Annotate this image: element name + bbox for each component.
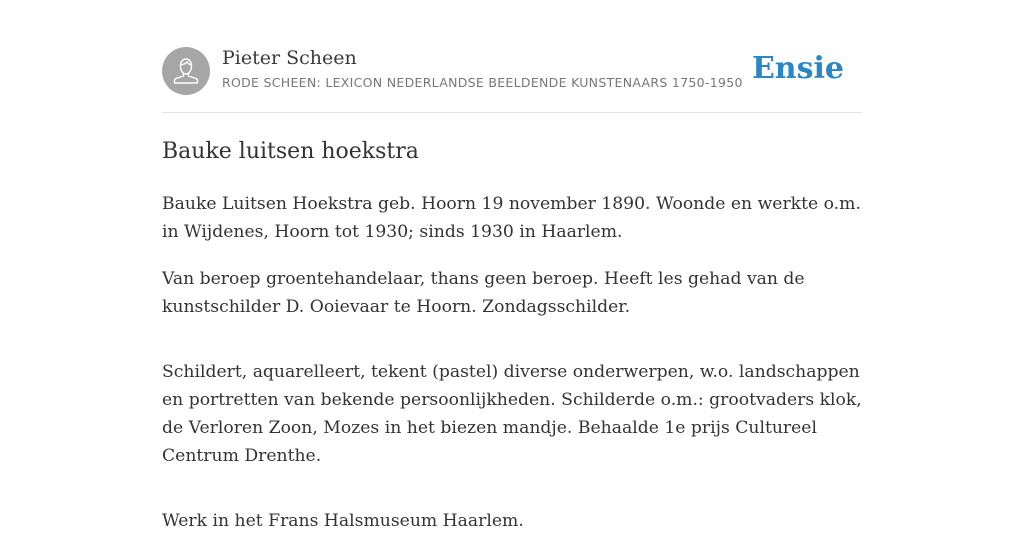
article-paragraph: Schildert, aquarelleert, tekent (pastel) diverse onderwerpen, w.o. landschappen en portretten van bekende persoonlijkheden. Schilderde o.m.: grootvaders klok, de Verloren Zoon, Mozes in het biezen mandje. Behaalde 1e prijs Cultureel Centrum Drenthe. <box>162 362 862 466</box>
article-body <box>162 190 862 554</box>
source-name[interactable]: RODE SCHEEN: LEXICON NEDERLANDSE BEELDENDE KUNSTENAARS 1750-1950 <box>222 75 743 90</box>
article-header <box>162 0 862 113</box>
article-paragraph: Van beroep groentehandelaar, thans geen beroep. Heeft les gehad van de kunstschilder D. Ooievaar te Hoorn. Zondagsschilder. <box>162 269 805 317</box>
user-avatar-icon[interactable] <box>162 47 210 95</box>
ensie-logo[interactable]: Ensie <box>751 51 844 86</box>
article-container <box>162 0 862 531</box>
article-paragraph: Bauke Luitsen Hoekstra geb. Hoorn 19 november 1890. Woonde en werkte o.m. in Wijdenes, Hoorn tot 1930; sinds 1930 in Haarlem. <box>162 194 861 242</box>
article-title: Bauke luitsen hoekstra <box>162 139 419 164</box>
author-name[interactable]: Pieter Scheen <box>222 47 357 69</box>
article-paragraph: Werk in het Frans Halsmuseum Haarlem. <box>162 511 524 531</box>
